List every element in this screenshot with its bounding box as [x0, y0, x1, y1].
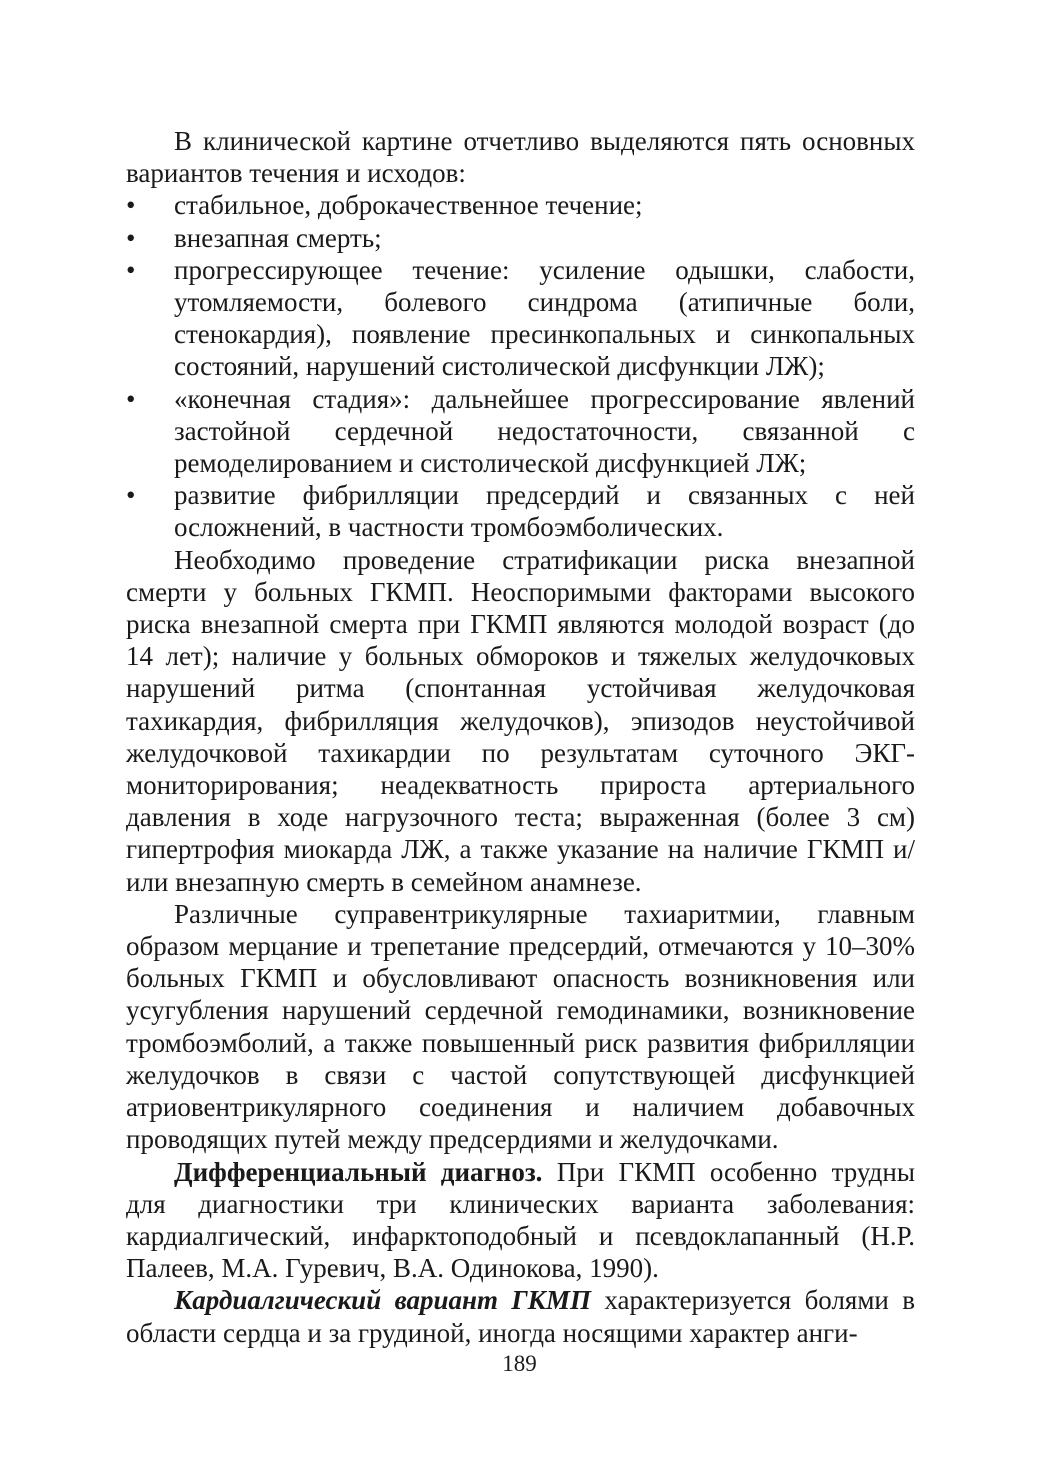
list-item — [126, 383, 915, 480]
bullet-icon: • — [126, 480, 136, 511]
list-item-text: «конечная стадия»: дальнейшее прогрессирование явлений застойной сердечной недостаточности, связанной с ремоделированием и систолической дисфункцией ЛЖ; — [174, 383, 915, 479]
intro-paragraph: В клинической картине отчетливо выделяются пять основных вариантов течения и исходов: — [126, 126, 915, 189]
variants-list — [126, 189, 915, 543]
bullet-icon: • — [126, 254, 136, 285]
differential-diagnosis-text: При ГКМП особенно трудны для диагностики три клинических варианта заболевания: кардиалгический, инфарктоподобный и псевдоклапанный (Н.Р. Палеев, М.А. Гуревич, В.А. Одинокова, 1990). — [126, 1156, 915, 1284]
page-number: 189 — [502, 1351, 537, 1376]
list-item-text: развитие фибрилляции предсердий и связанных с ней осложнений, в частности тромбоэмболических. — [174, 480, 915, 543]
list-item — [126, 254, 915, 383]
page-body — [126, 125, 915, 1349]
list-item — [126, 222, 915, 254]
bullet-icon: • — [126, 190, 136, 221]
list-item-text: внезапная смерть; — [174, 222, 382, 253]
bullet-icon: • — [126, 383, 136, 414]
cardialgic-variant-paragraph — [126, 1284, 915, 1348]
list-item — [126, 189, 915, 221]
list-item-text: прогрессирующее течение: усиление одышки, слабости, утомляемости, болевого синдрома (атипичные боли, стенокардия), появление пресинкопальных и синкопальных состояний, нарушений систолической дисфункции ЛЖ); — [174, 254, 915, 382]
bullet-icon: • — [126, 222, 136, 253]
arrhythmia-paragraph: Различные суправентрикулярные тахиаритмии, главным образом мерцание и трепетание предсердий, отмечаются у 10–30% больных ГКМП и обусловливают опасность возникновения или усугубления нарушений сердечной гемодинамики, возникновение тромбоэмболий, а также повышенный риск развития фибрилляции желудочков в связи с частой сопутствующей дисфункцией атриовентрикулярного соединения и наличием добавочных проводящих путей между предсердиями и желудочками. — [126, 898, 915, 1155]
cardialgic-variant-heading: Кардиалгический вариант ГКМП — [174, 1285, 591, 1316]
cardialgic-variant-text: характеризуется болями в области сердца и за грудиной, иногда носящими характер анги- — [126, 1285, 915, 1348]
differential-diagnosis-heading: Дифференциальный диагноз. — [174, 1156, 543, 1187]
risk-stratification-paragraph: Необходимо проведение стратификации риска внезапной смерти у больных ГКМП. Неоспоримыми факторами высокого риска внезапной смерта при ГКМП являются молодой возраст (до 14 лет); наличие у больных обмороков и тяжелых желудочковых нарушений ритма (спонтанная устойчивая желудочковая тахикардия, фибрилляция желудочков), эпизодов неустойчивой желудочковой тахикардии по результатам суточного ЭКГ-мониторирования; неадекватность прироста артериального давления в ходе нагрузочного теста; выраженная (более 3 см) гипертрофия миокарда ЛЖ, а также указание на наличие ГКМП и/или внезапную смерть в семейном анамнезе. — [126, 544, 915, 897]
list-item-text: стабильное, доброкачественное течение; — [174, 190, 643, 221]
differential-diagnosis-paragraph — [126, 1156, 915, 1285]
list-item — [126, 479, 915, 543]
